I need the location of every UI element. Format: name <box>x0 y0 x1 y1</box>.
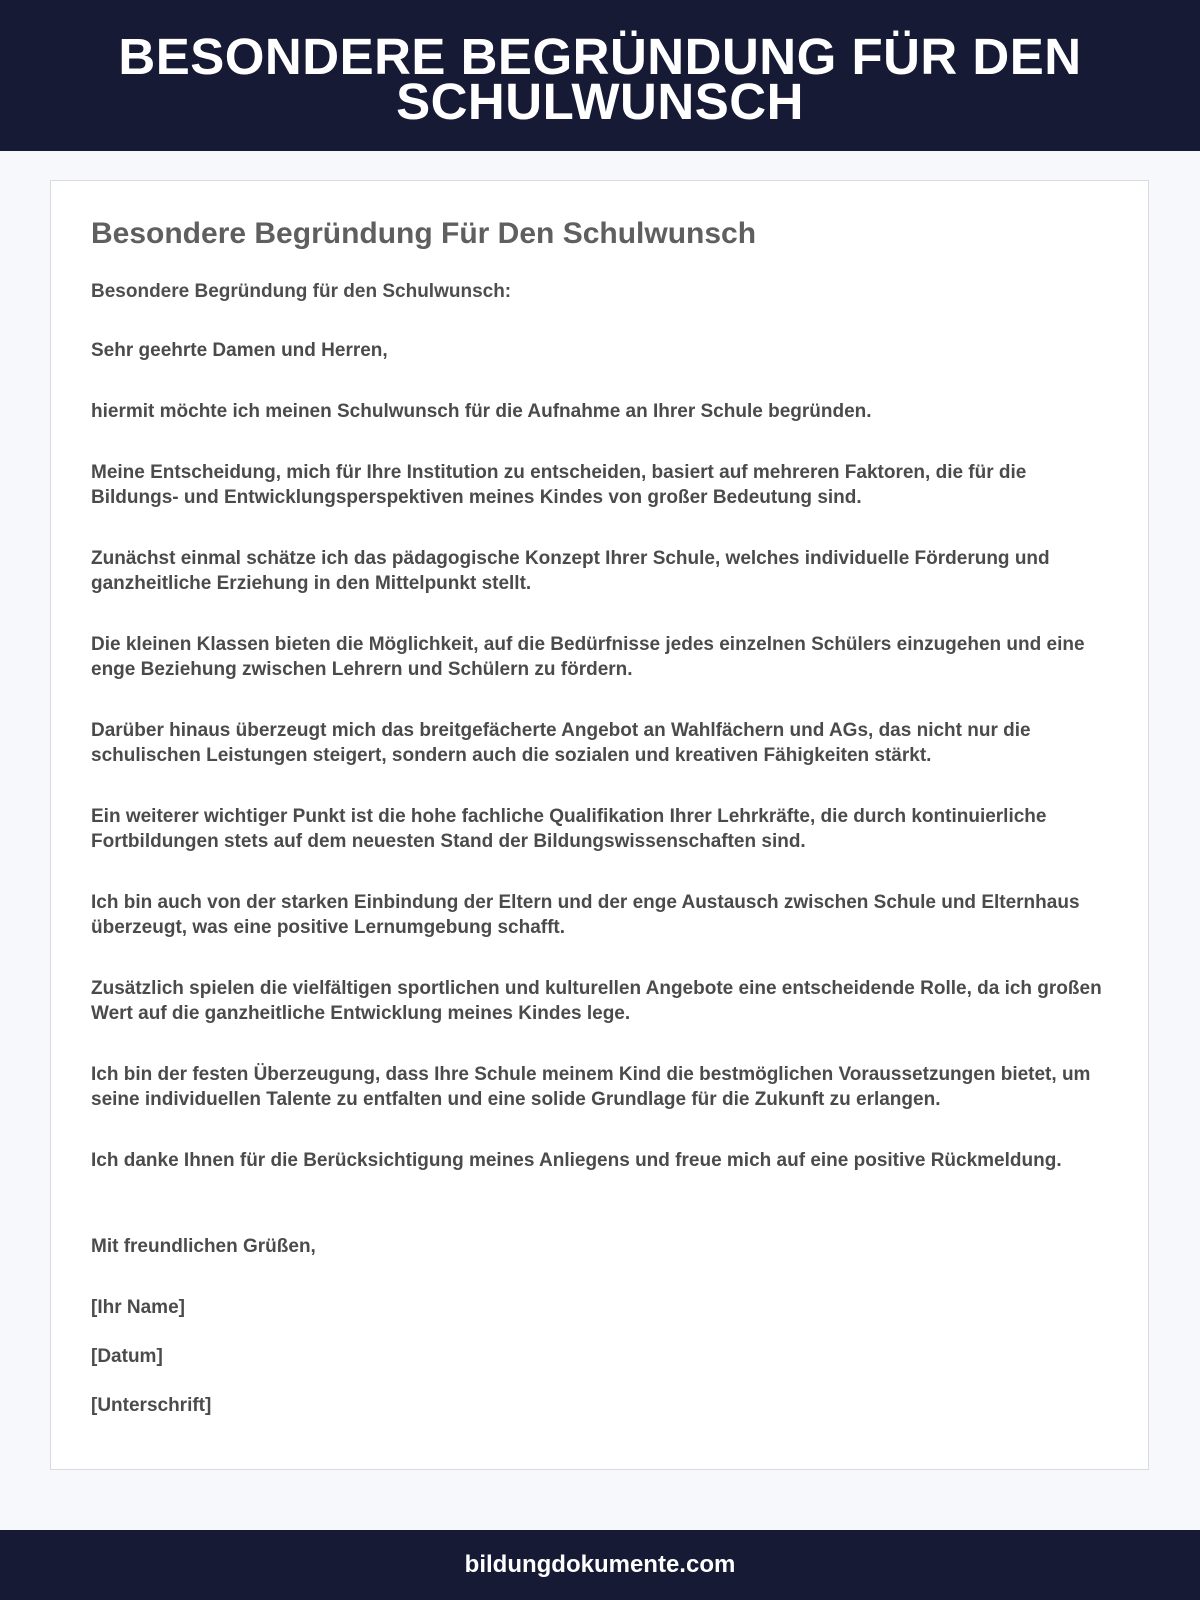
salutation-paragraph: Sehr geehrte Damen und Herren, <box>91 340 388 361</box>
top-banner <box>0 0 1200 151</box>
closing-paragraph: Mit freundlichen Grüßen, <box>91 1236 316 1257</box>
body-paragraph: Darüber hinaus überzeugt mich das breitgefächerte Angebot an Wahlfächern und AGs, das nicht nur die schulischen Leistungen steigert, sondern auch die sozialen und kreativen Fähigkeiten stärkt. <box>91 720 1031 766</box>
body-paragraph: Ich bin der festen Überzeugung, dass Ihre Schule meinem Kind die bestmöglichen Voraussetzungen bietet, um seine individuellen Talente zu entfalten und eine solide Grundlage für die Zukunft zu erlangen. <box>91 1064 1091 1110</box>
document-card <box>50 180 1149 1470</box>
document-heading: Besondere Begründung Für Den Schulwunsch <box>91 217 757 250</box>
body-paragraph: Die kleinen Klassen bieten die Möglichkeit, auf die Bedürfnisse jedes einzelnen Schülers einzugehen und eine enge Beziehung zwischen Lehrern und Schülern zu fördern. <box>91 634 1085 680</box>
body-paragraph: Meine Entscheidung, mich für Ihre Institution zu entscheiden, basiert auf mehreren Faktoren, die für die Bildungs- und Entwicklungsperspektiven meines Kindes von großer Bedeutung sind. <box>91 462 1027 508</box>
body-paragraph: Ein weiterer wichtiger Punkt ist die hohe fachliche Qualifikation Ihrer Lehrkräfte, die durch kontinuierliche Fortbildungen stets auf dem neuesten Stand der Bildungswissenschaften sind. <box>91 806 1047 852</box>
signature-date: [Datum] <box>91 1346 163 1367</box>
footer-site-name: bildungdokumente.com <box>464 1551 736 1578</box>
body-paragraph: Ich bin auch von der starken Einbindung der Eltern und der enge Austausch zwischen Schule und Elternhaus überzeugt, was eine positive Lernumgebung schafft. <box>91 892 1080 938</box>
body-paragraph: Zunächst einmal schätze ich das pädagogische Konzept Ihrer Schule, welches individuelle Förderung und ganzheitliche Erziehung in den Mittelpunkt stellt. <box>91 548 1050 594</box>
banner-title: BESONDERE BEGRÜNDUNG FÜR DEN SCHULWUNSCH <box>118 27 1082 130</box>
body-paragraph: hiermit möchte ich meinen Schulwunsch für die Aufnahme an Ihrer Schule begründen. <box>91 401 872 422</box>
signature-name: [Ihr Name] <box>91 1297 185 1318</box>
document-subject-line: Besondere Begründung für den Schulwunsch: <box>91 281 512 302</box>
body-paragraph: Zusätzlich spielen die vielfältigen sportlichen und kulturellen Angebote eine entscheidende Rolle, da ich großen Wert auf die ganzheitliche Entwicklung meines Kindes lege. <box>91 978 1102 1024</box>
signature-field: [Unterschrift] <box>91 1395 212 1416</box>
body-paragraph: Ich danke Ihnen für die Berücksichtigung meines Anliegens und freue mich auf eine positive Rückmeldung. <box>91 1150 1062 1171</box>
footer-band <box>0 1530 1200 1600</box>
